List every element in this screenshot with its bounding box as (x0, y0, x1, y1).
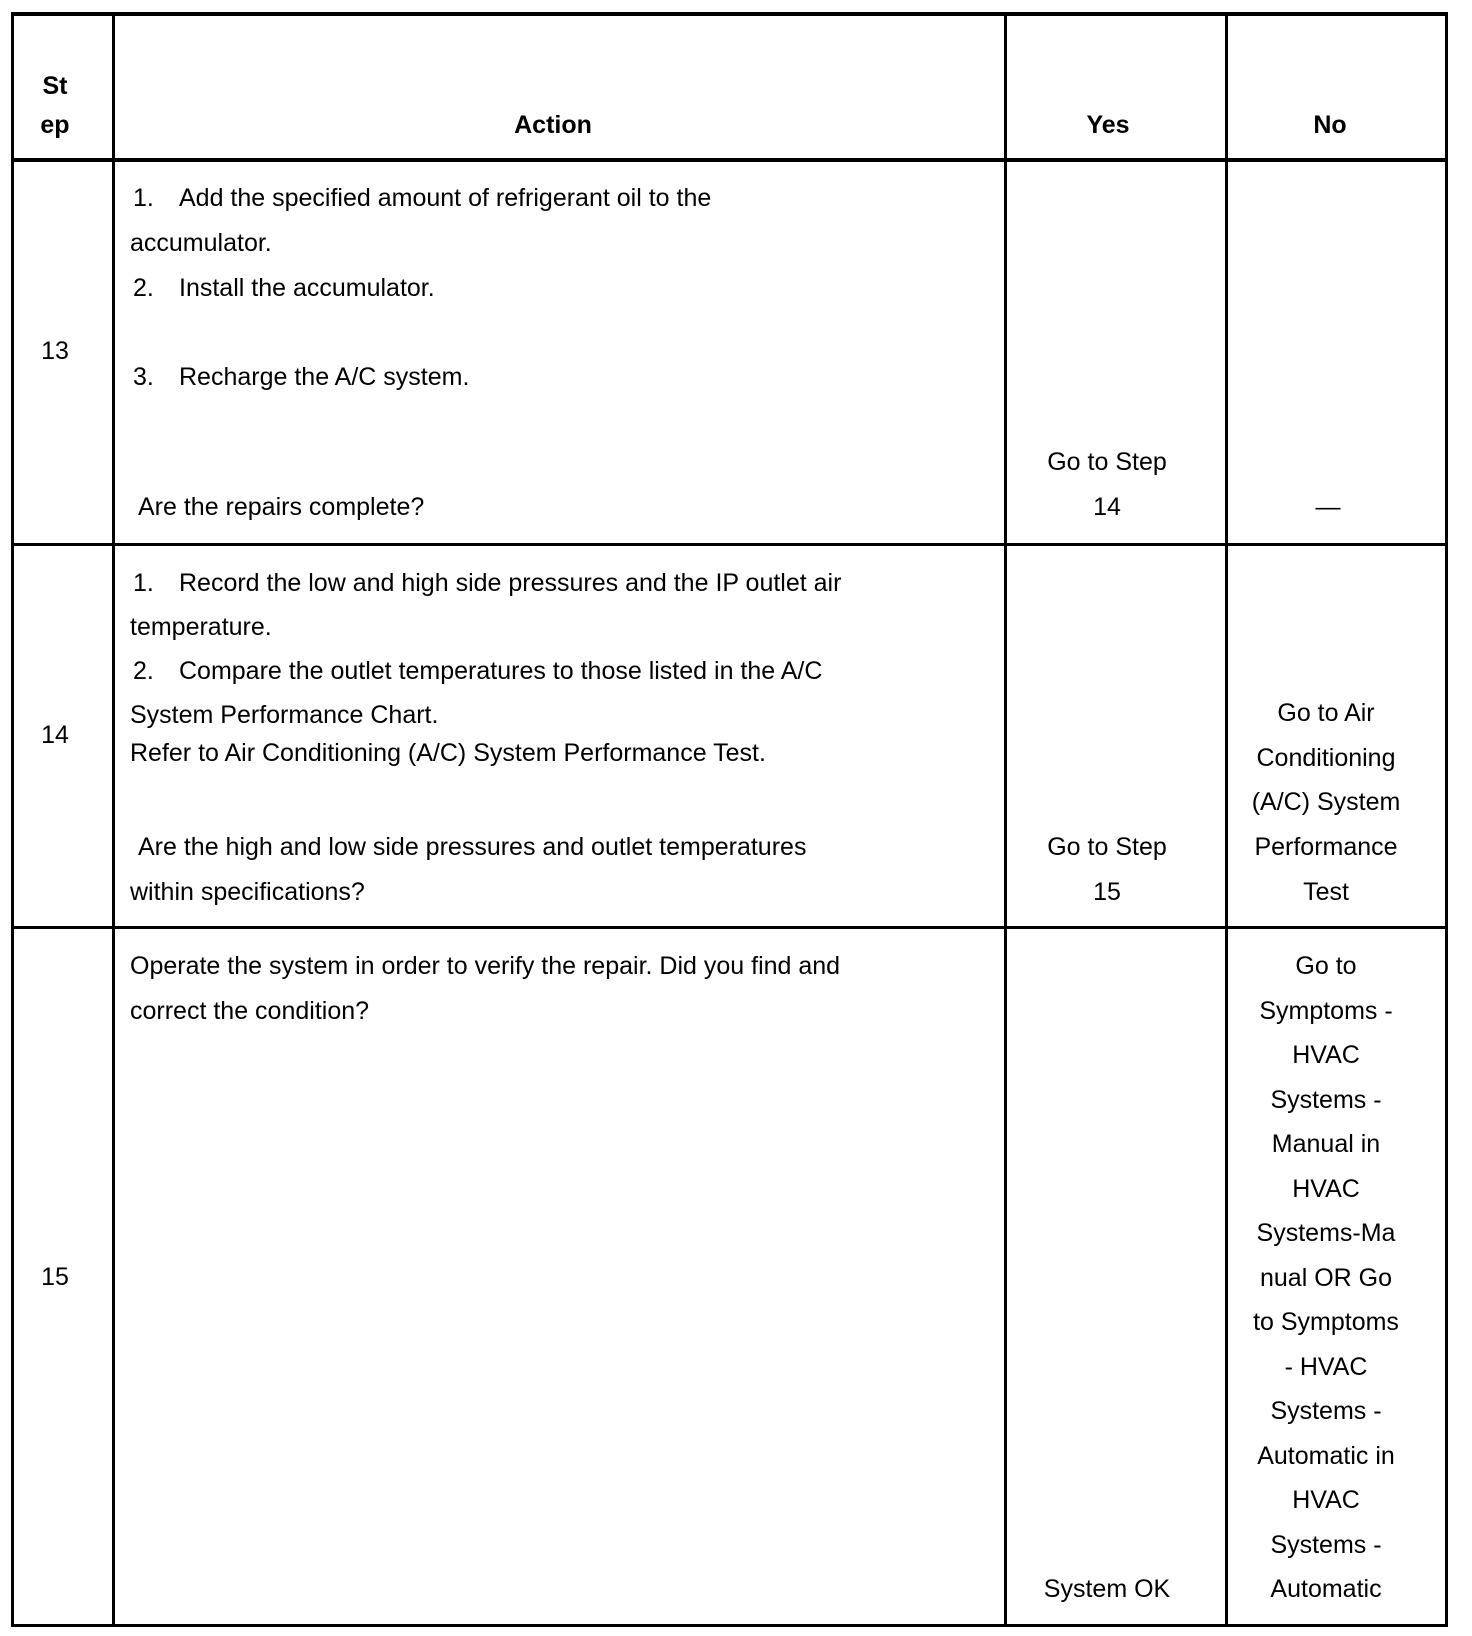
action-item-number: 2. (133, 657, 154, 685)
no-link[interactable]: (A/C) System (1251, 788, 1401, 816)
action-text: Record the low and high side pressures and the IP outlet air (179, 569, 842, 597)
table-border-top (11, 12, 1448, 16)
no-link[interactable]: Go to (1295, 952, 1357, 980)
yes-link[interactable]: Go to Step (1047, 448, 1167, 476)
header-step: St (42, 72, 68, 100)
table-border-bottom (11, 1624, 1448, 1627)
no-link[interactable]: Automatic in (1257, 1441, 1395, 1470)
no-link[interactable]: to Symptoms (1253, 1308, 1399, 1336)
action-text: System Performance Chart. (130, 701, 439, 729)
no-link[interactable]: Systems - (1270, 1530, 1382, 1559)
no-link[interactable]: Go to Air (1277, 699, 1375, 727)
action-text: Install the accumulator. (179, 274, 435, 302)
column-divider (1445, 13, 1448, 1626)
no-link[interactable]: Symptoms - (1259, 996, 1393, 1025)
header-no: No (1313, 111, 1347, 139)
header-step: ep (40, 111, 70, 139)
no-link[interactable]: Test (1303, 878, 1349, 906)
refer-link[interactable]: Refer to Air Conditioning (A/C) System Performance Test. (130, 739, 766, 767)
action-question: Are the repairs complete? (138, 493, 425, 521)
no-link[interactable]: Conditioning (1256, 744, 1396, 772)
yes-link[interactable]: 15 (1093, 878, 1121, 906)
no-link[interactable]: Systems - (1270, 1085, 1382, 1114)
action-text: temperature. (130, 613, 272, 641)
column-divider (1004, 13, 1007, 1626)
action-text: Recharge the A/C system. (179, 363, 470, 391)
no-link[interactable]: HVAC (1292, 1041, 1360, 1069)
action-item-number: 1. (133, 184, 154, 212)
row-divider (11, 926, 1448, 929)
step-number: 15 (41, 1263, 69, 1291)
action-text: Add the specified amount of refrigerant oil to the (179, 184, 712, 212)
no-link[interactable]: Automatic (1270, 1575, 1382, 1603)
no-link[interactable]: HVAC (1292, 1174, 1360, 1203)
action-text: accumulator. (130, 229, 272, 257)
no-result: — (1315, 493, 1341, 521)
no-link[interactable]: Systems - (1270, 1397, 1382, 1425)
action-text: Operate the system in order to verify the repair. Did you find and (130, 952, 841, 980)
header-action: Action (514, 111, 592, 139)
action-text: correct the condition? (130, 997, 370, 1025)
yes-link[interactable]: Go to Step (1047, 833, 1167, 861)
step-number: 14 (41, 721, 69, 749)
no-link[interactable]: Performance (1254, 833, 1398, 861)
column-divider (11, 13, 14, 1626)
header-divider (11, 158, 1448, 162)
step-number: 13 (41, 337, 69, 365)
no-link[interactable]: Systems-Ma (1256, 1219, 1396, 1247)
header-yes: Yes (1086, 111, 1130, 139)
action-text: Compare the outlet temperatures to those listed in the A/C (179, 657, 823, 685)
no-link[interactable]: Manual in (1271, 1130, 1381, 1158)
action-item-number: 2. (133, 274, 154, 302)
yes-link[interactable]: 14 (1093, 493, 1121, 521)
no-link[interactable]: nual OR Go (1259, 1263, 1393, 1292)
action-item-number: 3. (133, 363, 154, 391)
action-item-number: 1. (133, 569, 154, 597)
row-divider (11, 543, 1448, 546)
action-question: Are the high and low side pressures and outlet temperatures (138, 833, 807, 861)
yes-result: System OK (1043, 1575, 1171, 1603)
no-link[interactable]: HVAC (1292, 1486, 1360, 1514)
action-question: within specifications? (130, 878, 365, 906)
no-link[interactable]: - HVAC (1284, 1352, 1368, 1381)
column-divider (112, 13, 115, 1626)
column-divider (1225, 13, 1228, 1626)
